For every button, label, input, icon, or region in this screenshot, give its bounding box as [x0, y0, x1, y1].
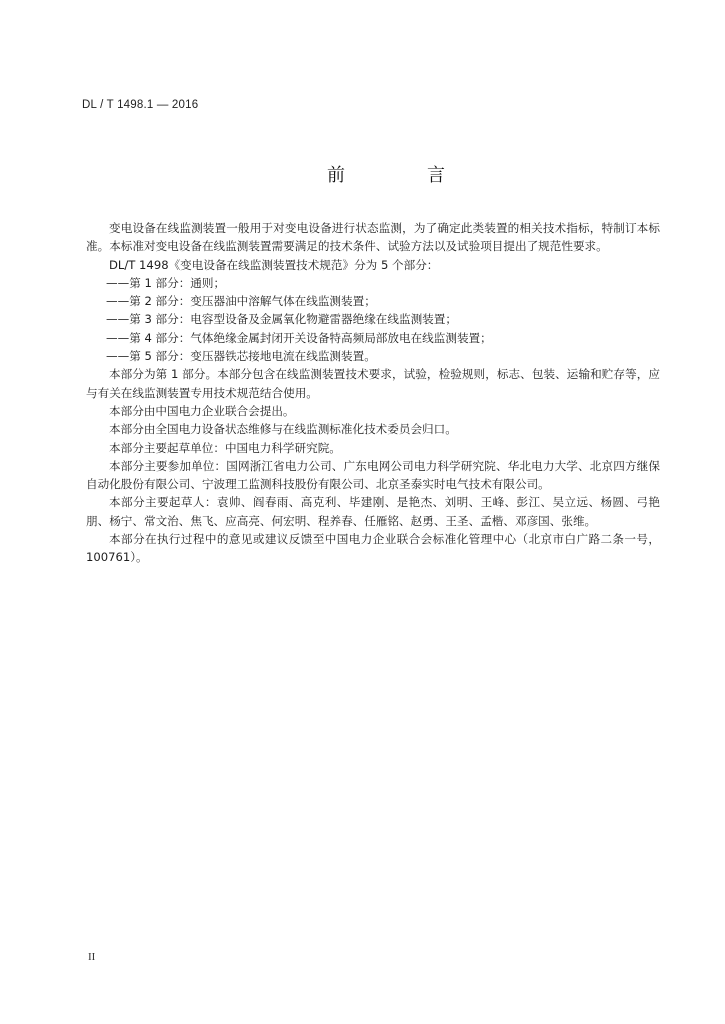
list-item-part-3: ——第 3 部分：电容型设备及金属氧化物避雷器绝缘在线监测装置；: [106, 312, 457, 327]
standard-number: DL / T 1498.1 — 2016: [82, 99, 199, 111]
list-item-part-2: ——第 2 部分：变压器油中溶解气体在线监测装置；: [106, 294, 376, 309]
list-item-part-5: ——第 5 部分：变压器铁芯接地电流在线监测装置。: [106, 349, 376, 364]
paragraph-drafting-unit: 本部分主要起草单位：中国电力科学研究院。: [109, 440, 341, 455]
foreword-body: [86, 219, 660, 567]
page-number: II: [88, 951, 96, 963]
list-item-part-1: ——第 1 部分：通则；: [106, 275, 226, 290]
paragraph-feedback: 本部分在执行过程中的意见或建议反馈至中国电力企业联合会标准化管理中心（北京市白广路二条一号，100761）。: [86, 532, 660, 565]
paragraph-parts-list-lead: DL/T 1498《变电设备在线监测装置技术规范》分为 5 个部分：: [109, 257, 439, 272]
paragraph-proposer: 本部分由中国电力企业联合会提出。: [109, 403, 295, 418]
paragraph-participating-units: 本部分主要参加单位：国网浙江省电力公司、广东电网公司电力科学研究院、华北电力大学、北京四方继保自动化股份有限公司、宁波理工监测科技股份有限公司、北京圣泰实时电气技术有限公司。: [86, 458, 660, 492]
paragraph-scope: 本部分为第 1 部分。本部分包含在线监测装置技术要求，试验，检验规则，标志、包装、运输和贮存等，应与有关在线监测装置专用技术规范结合使用。: [86, 367, 660, 400]
foreword-title: 前 言: [327, 165, 477, 186]
paragraph-committee: 本部分由全国电力设备状态维修与在线监测标准化技术委员会归口。: [109, 422, 457, 437]
paragraph-intro: 变电设备在线监测装置一般用于对变电设备进行状态监测，为了确定此类装置的相关技术指标，特制订本标准。本标准对变电设备在线监测装置需要满足的技术条件、试验方法以及试验项目提出了规范性要求。: [86, 221, 660, 254]
list-item-part-4: ——第 4 部分：气体绝缘金属封闭开关设备特高频局部放电在线监测装置；: [106, 330, 492, 345]
paragraph-drafters: 本部分主要起草人：袁帅、阎春雨、高克利、毕建刚、是艳杰、刘明、王峰、彭江、吴立远、杨圆、弓艳朋、杨宁、常文治、焦飞、应高亮、何宏明、程养春、任雁铭、赵勇、王圣、孟楷、邓彦国、张维。: [86, 495, 660, 528]
